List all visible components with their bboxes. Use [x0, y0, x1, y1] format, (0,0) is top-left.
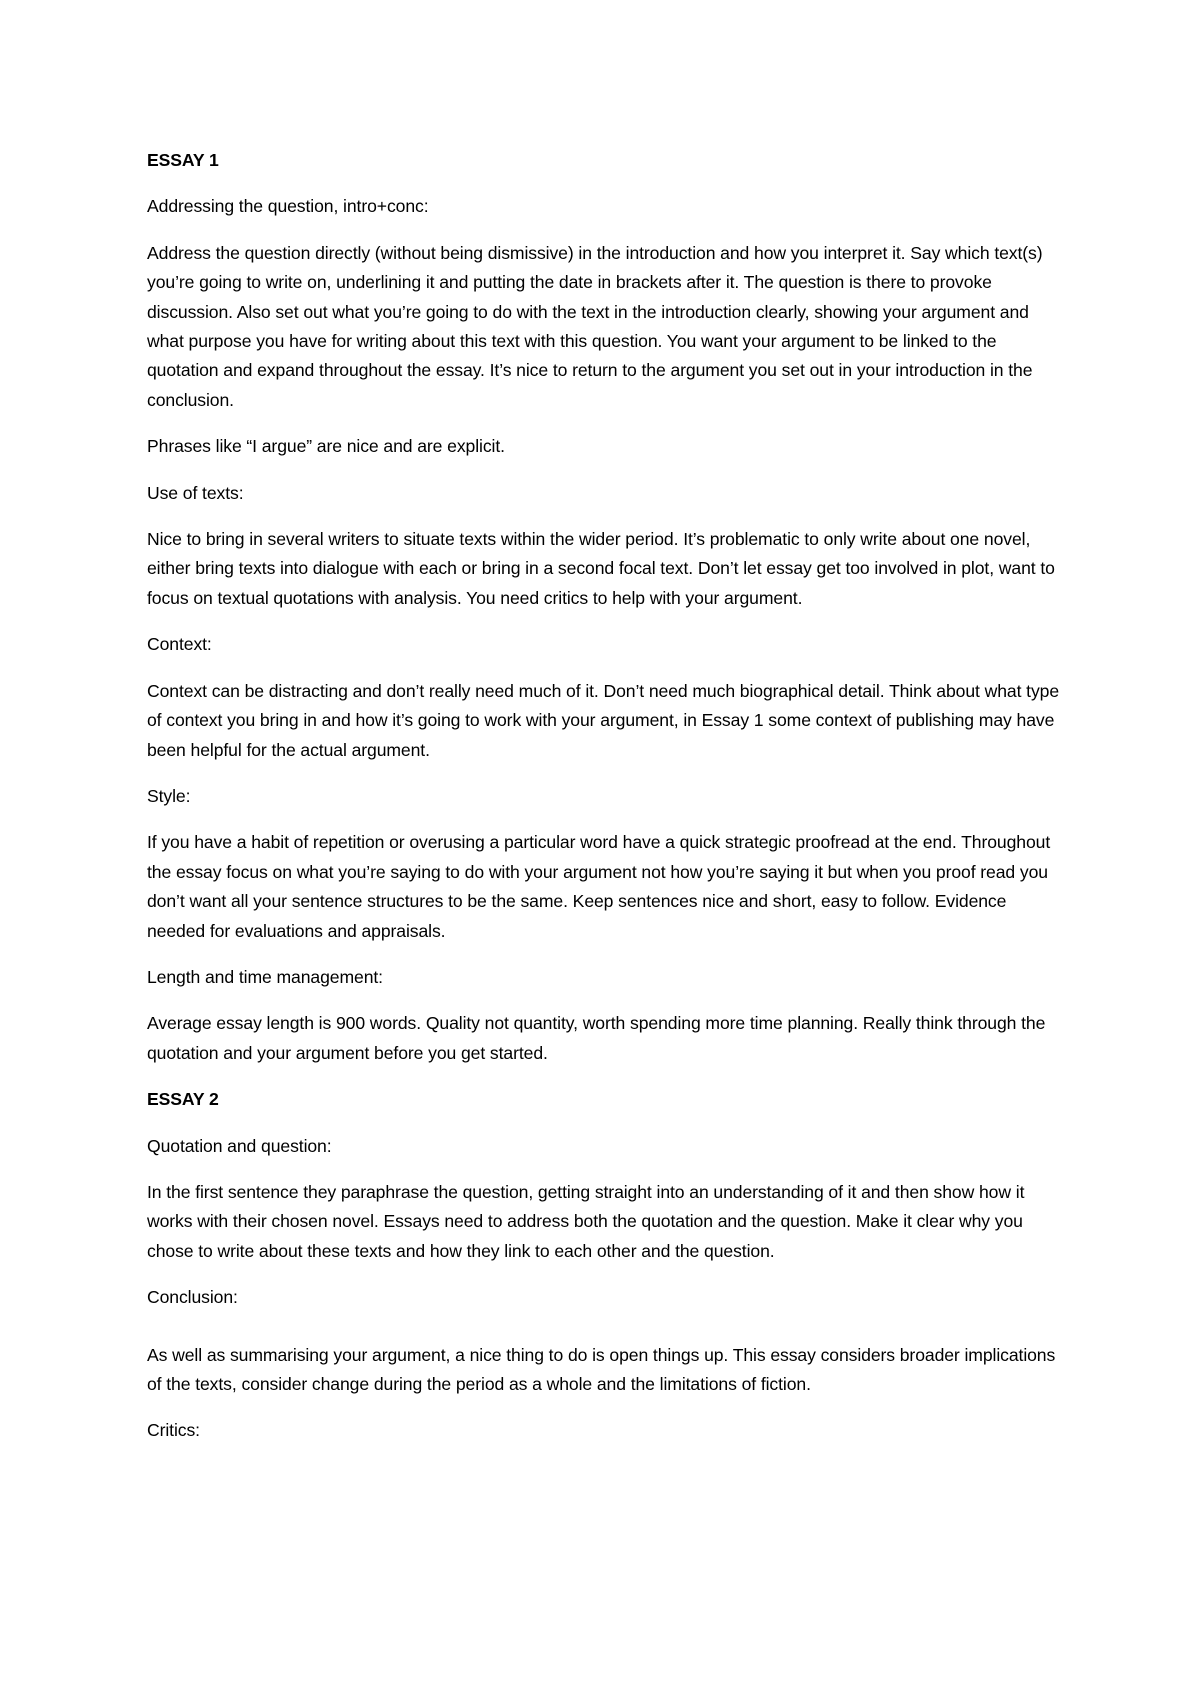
paragraph-style: If you have a habit of repetition or overusing a particular word have a quick strategic proofread at the end. Throughout the essay focus on what you’re saying to do with your argument not how you’re saying it but when you proof read you don’t want all your sentence structures to be the same. Keep sentences nice and short, easy to follow. Evidence needed for evaluations and appraisals. — [147, 832, 1051, 941]
section-label-addressing-question: Addressing the question, intro+conc: — [147, 196, 429, 217]
section-label-length-time: Length and time management: — [147, 966, 383, 987]
paragraph-quotation-question: In the first sentence they paraphrase the question, getting straight into an understanding of it and then show how it works with their chosen novel. Essays need to address both the quotation and the question. Make it clear why you chose to write about these texts and how they link to each other and the question. — [147, 1181, 1025, 1261]
section-label-quotation-question: Quotation and question: — [147, 1135, 332, 1156]
essay1-heading: ESSAY 1 — [147, 150, 219, 170]
section-label-use-of-texts: Use of texts: — [147, 482, 244, 503]
section-label-context: Context: — [147, 634, 212, 655]
essay2-heading: ESSAY 2 — [147, 1089, 219, 1110]
section-label-conclusion: Conclusion: — [147, 1287, 238, 1308]
section-label-style: Style: — [147, 785, 191, 806]
paragraph-phrases: Phrases like “I argue” are nice and are explicit. — [147, 436, 505, 457]
paragraph-use-of-texts: Nice to bring in several writers to situate texts within the wider period. It’s problematic to only write about one novel, either bring texts into dialogue with each or bring in a second focal text. Don’t let essay get too involved in plot, want to focus on textual quotations with analysis. You need critics to help with your argument. — [147, 529, 1055, 608]
paragraph-length-time: Average essay length is 900 words. Quality not quantity, worth spending more time planning. Really think through the quotation and your argument before you get started. — [147, 1013, 1046, 1063]
section-label-critics: Critics: — [147, 1420, 200, 1441]
paragraph-addressing-question: Address the question directly (without being dismissive) in the introduction and how you interpret it. Say which text(s) you’re going to write on, underlining it and putting the date in brackets after it. The question is there to provoke discussion. Also set out what you’re going to do with the text in the introduction clearly, showing your argument and what purpose you have for writing about this text with this question. You want your argument to be linked to the quotation and expand throughout the essay. It’s nice to return to the argument you set out in your introduction in the conclusion. — [147, 242, 1043, 410]
document-body — [147, 146, 1067, 1463]
paragraph-conclusion: As well as summarising your argument, a nice thing to do is open things up. This essay considers broader implications of the texts, consider change during the period as a whole and the limitations of fiction. — [147, 1344, 1056, 1394]
paragraph-context: Context can be distracting and don’t really need much of it. Don’t need much biographical detail. Think about what type of context you bring in and how it’s going to work with your argument, in Essay 1 some context of publishing may have been helpful for the actual argument. — [147, 680, 1060, 760]
